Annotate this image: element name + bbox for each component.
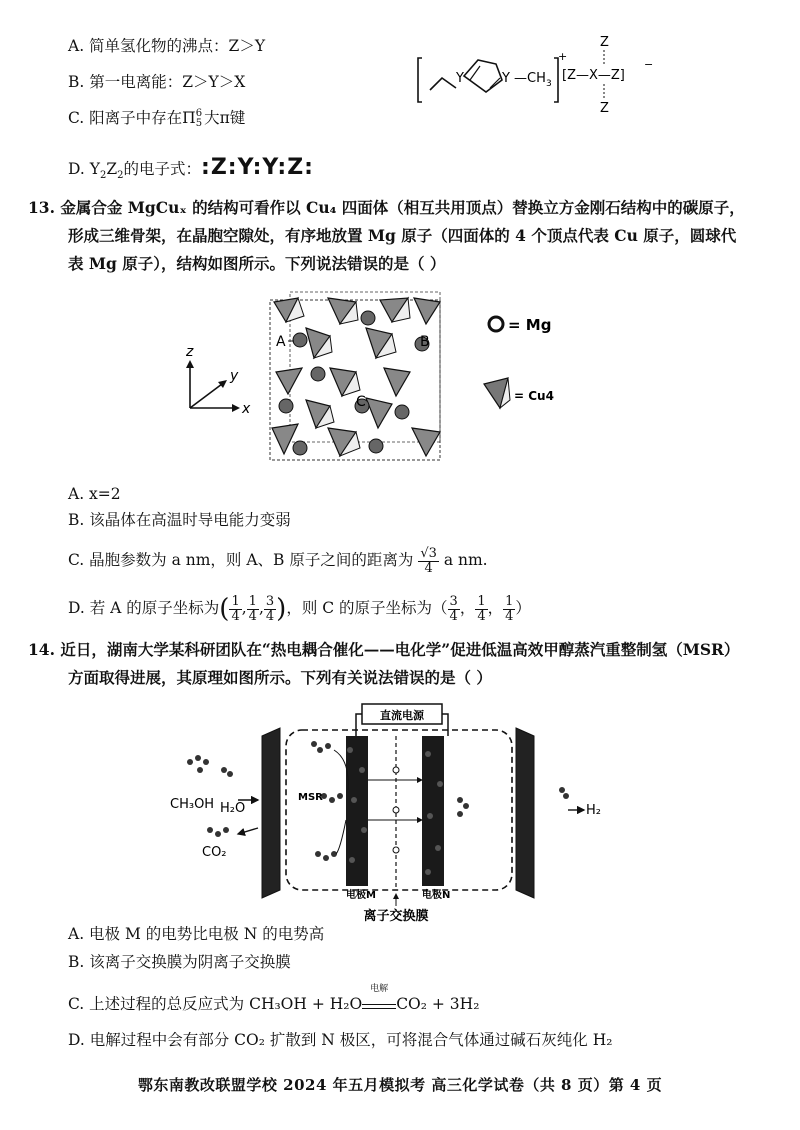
c3d: 4: [505, 608, 514, 624]
ring-y1: Y: [456, 71, 464, 86]
optc-suffix: a nm.: [443, 551, 488, 569]
page-footer: 鄂东南教改联盟学校 2024 年五月模拟考 高三化学试卷（共 8 页）第 4 页: [137, 1076, 663, 1094]
pi-sup: 6: [195, 108, 203, 119]
c1d: 4: [449, 608, 458, 624]
q13-stem-line2: 形成三维骨架，在晶胞空隙处，有序地放置 Mg 原子（四面体的 4 个顶点代表 Cu 原子，圆球代: [68, 226, 737, 245]
ch3-group: —CH: [514, 71, 546, 86]
axis-x: x: [242, 401, 251, 417]
electrode-n-label: 电极N: [422, 890, 451, 901]
mg-legend-icon: [489, 317, 503, 331]
d-prefix: D. Y: [68, 160, 100, 178]
axis-z: z: [186, 344, 194, 360]
z-bottom: Z: [600, 101, 609, 116]
optd-prefix: D. 若 A 的原子坐标为: [68, 599, 220, 617]
d-sub2: 2: [117, 170, 124, 182]
electrode-m: [346, 736, 368, 886]
optc-num: √3: [420, 545, 437, 561]
h2-label: H₂: [586, 803, 601, 818]
cu4-tetrahedron: [412, 428, 440, 456]
c3n: 1: [505, 593, 514, 609]
crystal-structure-figure: [170, 288, 590, 478]
h2o-label: H₂O: [220, 801, 246, 816]
pi-symbol: Π: [182, 109, 196, 127]
f1d: 4: [231, 608, 240, 624]
electrode-n: [422, 736, 444, 886]
axis-y: y: [230, 368, 239, 384]
z-top: Z: [600, 35, 609, 50]
q12-option-c-prefix: C. 阳离子中存在: [68, 109, 183, 127]
d-suffix: 的电子式：: [123, 160, 202, 178]
f2d: 4: [248, 608, 257, 624]
q13-stem-line1: 13. 金属合金 MgCuₓ 的结构可看作以 Cu₄ 四面体（相互共用顶点）替换立方金刚石结构中的碳原子，: [28, 198, 745, 217]
cu4-tetrahedron: [414, 298, 440, 324]
co2-label: CO₂: [202, 845, 227, 860]
left-plate: [262, 728, 280, 898]
right-plate: [516, 728, 534, 898]
q13-stem-line3: 表 Mg 原子），结构如图所示。下列说法错误的是（ ）: [68, 254, 446, 273]
pi-sub: 5: [195, 118, 203, 129]
q14-option-a: A. 电极 M 的电势比电极 N 的电势高: [68, 925, 325, 943]
d-sub1: 2: [99, 170, 107, 182]
cu4-tetrahedron: [366, 398, 392, 428]
ionic-liquid-structure: [410, 30, 670, 130]
q12-option-c-suffix: 大π键: [204, 109, 246, 127]
electrolysis-figure: [150, 700, 630, 925]
electrode-m-label: 电极M: [346, 890, 376, 901]
anion-formula: [Z—X—Z]: [562, 68, 625, 83]
ring-y2: Y: [502, 71, 510, 86]
atom-label-b: B: [420, 334, 430, 350]
atom-label-a: A: [276, 334, 286, 350]
membrane-label: 离子交换膜: [363, 909, 429, 924]
c2d: 4: [477, 608, 486, 624]
q14c-condition: 电解: [370, 984, 389, 994]
c2n: 1: [477, 593, 486, 609]
q13-option-a: A. x=2: [68, 485, 121, 503]
q12-option-b: B. 第一电离能：Z＞Y＞X: [68, 73, 246, 91]
f3d: 4: [265, 608, 275, 624]
anion-charge: −: [644, 58, 654, 71]
f2n: 1: [248, 593, 257, 609]
q13-option-b: B. 该晶体在高温时导电能力变弱: [68, 511, 291, 529]
q13-option-d: D. 若 A 的原子坐标为( $\frac{1}{4}$ , $\frac{1}{4}$ , $\frac{3}{4}$ )，则 C 的原子坐标为（ $\frac{3}{4}$ ， $\frac{1}{4}$ ， $\frac{1}{4}$ ）: [68, 593, 531, 624]
optc-prefix: C. 晶胞参数为 a nm，则 A、B 原子之间的距离为: [68, 551, 414, 569]
cu4-tetrahedron: [384, 368, 410, 396]
atom-label-c: C: [356, 394, 366, 410]
q14-option-d: D. 电解过程中会有部分 CO₂ 扩散到 N 极区，可将混合气体通过碱石灰纯化 H₂: [68, 1031, 613, 1049]
legend-mg: = Mg: [508, 316, 552, 334]
c1n: 3: [449, 593, 458, 609]
cation-charge: +: [558, 50, 568, 63]
axis-indicator: [185, 344, 251, 417]
q14c-suffix: CO₂ + 3H₂: [396, 995, 480, 1013]
q14-option-b: B. 该离子交换膜为阴离子交换膜: [68, 953, 291, 971]
electron-formula: :Z:Y:Y:Z:: [201, 155, 314, 180]
q14c-prefix: C. 上述过程的总反应式为 CH₃OH + H₂O: [68, 995, 363, 1013]
msr-label: MSR: [298, 792, 323, 803]
legend-cu4: = Cu4: [514, 389, 554, 403]
q14-stem-line2: 方面取得进展，其原理如图所示。下列有关说法错误的是（ ）: [68, 668, 492, 687]
q12-option-a: A. 简单氢化物的沸点：Z＞Y: [68, 37, 266, 55]
f1n: 1: [231, 593, 240, 609]
f3n: 3: [265, 593, 275, 609]
ch3oh-label: CH₃OH: [170, 797, 215, 812]
d-mid: Z: [106, 160, 118, 178]
power-label: 直流电源: [380, 709, 424, 722]
optc-den: 4: [424, 560, 433, 576]
q14-stem-line1: 14. 近日，湖南大学某科研团队在“热电耦合催化——电化学”促进低温高效甲醇蒸汽重整制氢（MSR）: [28, 640, 740, 659]
q12-option-d: [68, 155, 314, 186]
q13-option-c: [68, 540, 488, 580]
q12-option-c: [68, 108, 245, 129]
cu4-tetrahedron: [276, 368, 302, 394]
optd-mid: ，则 C 的原子坐标为（: [286, 599, 448, 617]
optd-end: ）: [515, 599, 531, 617]
ch3-sub: 3: [546, 79, 552, 89]
q14-option-c: [68, 984, 480, 1014]
